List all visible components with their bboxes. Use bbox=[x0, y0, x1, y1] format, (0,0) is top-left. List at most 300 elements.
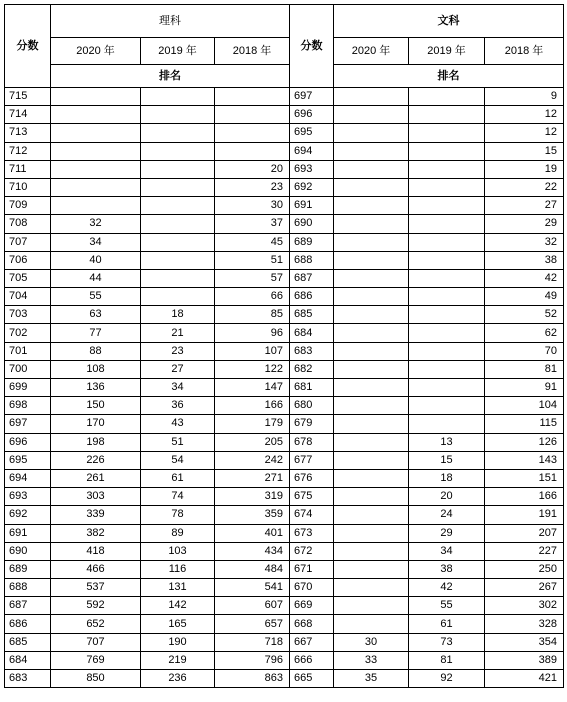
arts-rank-2019-cell bbox=[409, 397, 485, 415]
score-rank-table bbox=[4, 4, 564, 688]
table-row bbox=[5, 215, 564, 233]
arts-score-cell: 675 bbox=[290, 488, 334, 506]
arts-rank-2020-cell bbox=[334, 215, 409, 233]
arts-score-cell: 690 bbox=[290, 215, 334, 233]
arts-header: 文科 bbox=[334, 5, 564, 38]
science-rank-2019-cell bbox=[141, 197, 215, 215]
table-row bbox=[5, 651, 564, 669]
science-year-2019: 2019 年 bbox=[141, 38, 215, 65]
science-score-cell: 700 bbox=[5, 360, 51, 378]
table-row bbox=[5, 469, 564, 487]
science-header: 理科 bbox=[51, 5, 290, 38]
science-rank-2019-cell: 18 bbox=[141, 306, 215, 324]
science-rank-2019-cell: 34 bbox=[141, 379, 215, 397]
science-rank-2020-cell bbox=[51, 124, 141, 142]
science-rank-2019-cell: 43 bbox=[141, 415, 215, 433]
science-score-cell: 687 bbox=[5, 597, 51, 615]
arts-rank-2018-cell: 12 bbox=[485, 106, 564, 124]
science-year-2020: 2020 年 bbox=[51, 38, 141, 65]
table-row bbox=[5, 379, 564, 397]
arts-score-cell: 676 bbox=[290, 469, 334, 487]
arts-rank-2020-cell bbox=[334, 233, 409, 251]
science-rank-2018-cell: 796 bbox=[215, 651, 290, 669]
science-rank-2020-cell: 150 bbox=[51, 397, 141, 415]
arts-rank-2019-cell bbox=[409, 342, 485, 360]
arts-rank-2019-cell bbox=[409, 215, 485, 233]
arts-rank-2019-cell bbox=[409, 106, 485, 124]
arts-rank-2018-cell: 227 bbox=[485, 542, 564, 560]
science-score-cell: 713 bbox=[5, 124, 51, 142]
arts-rank-2019-cell: 24 bbox=[409, 506, 485, 524]
science-score-cell: 688 bbox=[5, 579, 51, 597]
arts-rank-2019-cell bbox=[409, 360, 485, 378]
arts-rank-2018-cell: 12 bbox=[485, 124, 564, 142]
science-rank-2019-cell bbox=[141, 288, 215, 306]
arts-rank-2018-cell: 302 bbox=[485, 597, 564, 615]
arts-score-cell: 689 bbox=[290, 233, 334, 251]
arts-score-cell: 695 bbox=[290, 124, 334, 142]
table-row bbox=[5, 142, 564, 160]
table-row bbox=[5, 88, 564, 106]
science-rank-2020-cell: 108 bbox=[51, 360, 141, 378]
arts-rank-2018-cell: 389 bbox=[485, 651, 564, 669]
arts-rank-2019-cell bbox=[409, 306, 485, 324]
arts-rank-2020-cell bbox=[334, 433, 409, 451]
table-row bbox=[5, 124, 564, 142]
science-rank-2020-cell: 382 bbox=[51, 524, 141, 542]
science-rank-2018-cell: 484 bbox=[215, 560, 290, 578]
arts-year-2020: 2020 年 bbox=[334, 38, 409, 65]
arts-rank-2018-cell: 328 bbox=[485, 615, 564, 633]
arts-rank-2019-cell: 61 bbox=[409, 615, 485, 633]
science-rank-2018-cell: 434 bbox=[215, 542, 290, 560]
science-rank-2019-cell bbox=[141, 215, 215, 233]
science-rank-2018-cell: 718 bbox=[215, 633, 290, 651]
arts-score-cell: 697 bbox=[290, 88, 334, 106]
science-rank-2020-cell: 652 bbox=[51, 615, 141, 633]
arts-rank-2020-cell bbox=[334, 542, 409, 560]
arts-rank-2018-cell: 29 bbox=[485, 215, 564, 233]
table-row bbox=[5, 233, 564, 251]
arts-rank-2020-cell bbox=[334, 524, 409, 542]
science-score-cell: 685 bbox=[5, 633, 51, 651]
arts-score-header: 分数 bbox=[290, 5, 334, 88]
arts-rank-2018-cell: 267 bbox=[485, 579, 564, 597]
arts-score-cell: 665 bbox=[290, 670, 334, 688]
science-rank-2018-cell: 205 bbox=[215, 433, 290, 451]
science-rank-2020-cell bbox=[51, 88, 141, 106]
science-score-cell: 684 bbox=[5, 651, 51, 669]
science-rank-2018-cell bbox=[215, 124, 290, 142]
arts-score-cell: 668 bbox=[290, 615, 334, 633]
science-score-cell: 696 bbox=[5, 433, 51, 451]
science-rank-2019-cell bbox=[141, 106, 215, 124]
science-rank-2019-cell: 78 bbox=[141, 506, 215, 524]
arts-rank-2019-cell bbox=[409, 88, 485, 106]
table-row bbox=[5, 106, 564, 124]
science-rank-2020-cell: 198 bbox=[51, 433, 141, 451]
arts-rank-2018-cell: 91 bbox=[485, 379, 564, 397]
table-row bbox=[5, 633, 564, 651]
arts-rank-2020-cell bbox=[334, 269, 409, 287]
science-rank-2018-cell: 37 bbox=[215, 215, 290, 233]
science-rank-2019-cell: 54 bbox=[141, 451, 215, 469]
arts-score-cell: 679 bbox=[290, 415, 334, 433]
science-rank-2019-cell bbox=[141, 251, 215, 269]
table-row bbox=[5, 524, 564, 542]
arts-rank-2019-cell: 38 bbox=[409, 560, 485, 578]
table-row bbox=[5, 397, 564, 415]
table-row bbox=[5, 451, 564, 469]
arts-rank-2018-cell: 9 bbox=[485, 88, 564, 106]
arts-rank-2020-cell: 33 bbox=[334, 651, 409, 669]
arts-rank-2018-cell: 191 bbox=[485, 506, 564, 524]
arts-rank-header: 排名 bbox=[334, 65, 564, 88]
arts-rank-2019-cell: 92 bbox=[409, 670, 485, 688]
science-score-cell: 692 bbox=[5, 506, 51, 524]
science-rank-2020-cell: 136 bbox=[51, 379, 141, 397]
arts-rank-2019-cell: 55 bbox=[409, 597, 485, 615]
arts-rank-2019-cell bbox=[409, 178, 485, 196]
science-rank-2019-cell: 131 bbox=[141, 579, 215, 597]
science-score-cell: 703 bbox=[5, 306, 51, 324]
science-rank-2020-cell: 63 bbox=[51, 306, 141, 324]
arts-rank-2020-cell bbox=[334, 306, 409, 324]
science-score-cell: 711 bbox=[5, 160, 51, 178]
science-rank-2019-cell: 89 bbox=[141, 524, 215, 542]
arts-rank-2020-cell bbox=[334, 124, 409, 142]
table-row bbox=[5, 488, 564, 506]
science-rank-2020-cell: 55 bbox=[51, 288, 141, 306]
science-rank-2020-cell: 170 bbox=[51, 415, 141, 433]
science-rank-2018-cell bbox=[215, 142, 290, 160]
science-rank-2020-cell: 32 bbox=[51, 215, 141, 233]
arts-rank-2019-cell bbox=[409, 233, 485, 251]
science-rank-2019-cell: 51 bbox=[141, 433, 215, 451]
arts-score-cell: 685 bbox=[290, 306, 334, 324]
arts-rank-2018-cell: 27 bbox=[485, 197, 564, 215]
arts-score-cell: 672 bbox=[290, 542, 334, 560]
science-rank-2020-cell bbox=[51, 142, 141, 160]
table-row bbox=[5, 433, 564, 451]
science-score-cell: 701 bbox=[5, 342, 51, 360]
table-row bbox=[5, 178, 564, 196]
arts-rank-2019-cell bbox=[409, 379, 485, 397]
arts-rank-2020-cell bbox=[334, 251, 409, 269]
science-score-cell: 705 bbox=[5, 269, 51, 287]
arts-rank-2020-cell bbox=[334, 178, 409, 196]
science-rank-2018-cell: 20 bbox=[215, 160, 290, 178]
science-rank-2018-cell: 85 bbox=[215, 306, 290, 324]
arts-rank-2018-cell: 115 bbox=[485, 415, 564, 433]
arts-score-cell: 696 bbox=[290, 106, 334, 124]
arts-rank-2018-cell: 151 bbox=[485, 469, 564, 487]
science-score-cell: 709 bbox=[5, 197, 51, 215]
arts-rank-2018-cell: 250 bbox=[485, 560, 564, 578]
arts-rank-2019-cell: 73 bbox=[409, 633, 485, 651]
arts-score-cell: 674 bbox=[290, 506, 334, 524]
arts-rank-2020-cell bbox=[334, 324, 409, 342]
science-score-cell: 710 bbox=[5, 178, 51, 196]
science-rank-2019-cell bbox=[141, 160, 215, 178]
table-row bbox=[5, 597, 564, 615]
arts-rank-2018-cell: 42 bbox=[485, 269, 564, 287]
arts-rank-2020-cell bbox=[334, 106, 409, 124]
arts-rank-2018-cell: 421 bbox=[485, 670, 564, 688]
science-rank-2019-cell: 190 bbox=[141, 633, 215, 651]
arts-rank-2018-cell: 62 bbox=[485, 324, 564, 342]
science-rank-2018-cell: 57 bbox=[215, 269, 290, 287]
arts-score-cell: 683 bbox=[290, 342, 334, 360]
science-rank-2020-cell: 88 bbox=[51, 342, 141, 360]
arts-score-cell: 682 bbox=[290, 360, 334, 378]
table-row bbox=[5, 342, 564, 360]
arts-rank-2018-cell: 70 bbox=[485, 342, 564, 360]
arts-rank-2018-cell: 354 bbox=[485, 633, 564, 651]
arts-rank-2020-cell: 35 bbox=[334, 670, 409, 688]
arts-rank-2019-cell bbox=[409, 324, 485, 342]
science-rank-2020-cell bbox=[51, 197, 141, 215]
table-row bbox=[5, 197, 564, 215]
arts-rank-2018-cell: 22 bbox=[485, 178, 564, 196]
science-rank-2020-cell: 850 bbox=[51, 670, 141, 688]
arts-rank-2019-cell bbox=[409, 269, 485, 287]
table-row bbox=[5, 324, 564, 342]
science-score-header: 分数 bbox=[5, 5, 51, 88]
science-rank-2019-cell: 27 bbox=[141, 360, 215, 378]
arts-rank-2018-cell: 143 bbox=[485, 451, 564, 469]
arts-rank-2019-cell: 20 bbox=[409, 488, 485, 506]
science-rank-2018-cell: 401 bbox=[215, 524, 290, 542]
arts-rank-2020-cell bbox=[334, 342, 409, 360]
science-rank-2019-cell: 165 bbox=[141, 615, 215, 633]
arts-rank-2020-cell bbox=[334, 560, 409, 578]
science-rank-2019-cell bbox=[141, 178, 215, 196]
arts-rank-2019-cell: 15 bbox=[409, 451, 485, 469]
arts-rank-2020-cell bbox=[334, 506, 409, 524]
arts-rank-2020-cell bbox=[334, 597, 409, 615]
table-row bbox=[5, 269, 564, 287]
arts-year-2019: 2019 年 bbox=[409, 38, 485, 65]
science-rank-2019-cell: 236 bbox=[141, 670, 215, 688]
science-rank-2020-cell: 40 bbox=[51, 251, 141, 269]
science-rank-2019-cell: 103 bbox=[141, 542, 215, 560]
arts-rank-2020-cell bbox=[334, 142, 409, 160]
arts-rank-2020-cell bbox=[334, 88, 409, 106]
science-score-cell: 693 bbox=[5, 488, 51, 506]
science-score-cell: 707 bbox=[5, 233, 51, 251]
science-rank-header: 排名 bbox=[51, 65, 290, 88]
science-rank-2018-cell: 30 bbox=[215, 197, 290, 215]
science-rank-2018-cell: 66 bbox=[215, 288, 290, 306]
science-rank-2018-cell: 541 bbox=[215, 579, 290, 597]
arts-rank-2020-cell bbox=[334, 397, 409, 415]
table-row bbox=[5, 160, 564, 178]
arts-score-cell: 667 bbox=[290, 633, 334, 651]
science-score-cell: 714 bbox=[5, 106, 51, 124]
table-row bbox=[5, 670, 564, 688]
science-rank-2019-cell: 74 bbox=[141, 488, 215, 506]
arts-rank-2018-cell: 207 bbox=[485, 524, 564, 542]
arts-rank-2020-cell bbox=[334, 360, 409, 378]
table-row bbox=[5, 288, 564, 306]
arts-score-cell: 677 bbox=[290, 451, 334, 469]
science-rank-2018-cell: 96 bbox=[215, 324, 290, 342]
arts-rank-2019-cell: 42 bbox=[409, 579, 485, 597]
science-rank-2020-cell: 466 bbox=[51, 560, 141, 578]
science-rank-2019-cell bbox=[141, 124, 215, 142]
arts-rank-2020-cell bbox=[334, 579, 409, 597]
science-score-cell: 702 bbox=[5, 324, 51, 342]
arts-rank-2018-cell: 166 bbox=[485, 488, 564, 506]
science-rank-2020-cell: 537 bbox=[51, 579, 141, 597]
table-row bbox=[5, 306, 564, 324]
arts-score-cell: 684 bbox=[290, 324, 334, 342]
science-rank-2018-cell: 23 bbox=[215, 178, 290, 196]
arts-rank-2019-cell bbox=[409, 142, 485, 160]
arts-rank-2019-cell: 29 bbox=[409, 524, 485, 542]
science-rank-2018-cell: 607 bbox=[215, 597, 290, 615]
science-rank-2020-cell: 77 bbox=[51, 324, 141, 342]
science-rank-2018-cell: 122 bbox=[215, 360, 290, 378]
arts-score-cell: 666 bbox=[290, 651, 334, 669]
arts-score-cell: 671 bbox=[290, 560, 334, 578]
science-rank-2018-cell: 166 bbox=[215, 397, 290, 415]
arts-score-cell: 673 bbox=[290, 524, 334, 542]
science-rank-2020-cell: 303 bbox=[51, 488, 141, 506]
table-row bbox=[5, 251, 564, 269]
science-score-cell: 690 bbox=[5, 542, 51, 560]
arts-rank-2019-cell bbox=[409, 160, 485, 178]
science-rank-2018-cell: 147 bbox=[215, 379, 290, 397]
science-score-cell: 697 bbox=[5, 415, 51, 433]
science-rank-2018-cell: 107 bbox=[215, 342, 290, 360]
science-score-cell: 695 bbox=[5, 451, 51, 469]
science-rank-2019-cell bbox=[141, 88, 215, 106]
arts-score-cell: 693 bbox=[290, 160, 334, 178]
science-rank-2019-cell: 142 bbox=[141, 597, 215, 615]
science-rank-2018-cell: 271 bbox=[215, 469, 290, 487]
science-score-cell: 686 bbox=[5, 615, 51, 633]
science-rank-2020-cell: 261 bbox=[51, 469, 141, 487]
table-row bbox=[5, 560, 564, 578]
arts-rank-2018-cell: 49 bbox=[485, 288, 564, 306]
arts-rank-2020-cell bbox=[334, 379, 409, 397]
arts-score-cell: 678 bbox=[290, 433, 334, 451]
table-row bbox=[5, 542, 564, 560]
science-rank-2020-cell: 44 bbox=[51, 269, 141, 287]
science-rank-2018-cell: 179 bbox=[215, 415, 290, 433]
science-rank-2018-cell: 863 bbox=[215, 670, 290, 688]
science-rank-2018-cell: 657 bbox=[215, 615, 290, 633]
science-rank-2019-cell bbox=[141, 142, 215, 160]
science-score-cell: 712 bbox=[5, 142, 51, 160]
science-rank-2018-cell: 45 bbox=[215, 233, 290, 251]
arts-rank-2019-cell bbox=[409, 124, 485, 142]
arts-score-cell: 681 bbox=[290, 379, 334, 397]
science-rank-2018-cell: 51 bbox=[215, 251, 290, 269]
arts-rank-2020-cell bbox=[334, 197, 409, 215]
arts-rank-2020-cell bbox=[334, 288, 409, 306]
arts-rank-2019-cell: 81 bbox=[409, 651, 485, 669]
science-rank-2018-cell bbox=[215, 106, 290, 124]
science-rank-2020-cell bbox=[51, 178, 141, 196]
arts-rank-2019-cell bbox=[409, 197, 485, 215]
science-rank-2018-cell: 359 bbox=[215, 506, 290, 524]
science-score-cell: 691 bbox=[5, 524, 51, 542]
science-rank-2020-cell: 226 bbox=[51, 451, 141, 469]
arts-rank-2019-cell: 34 bbox=[409, 542, 485, 560]
arts-rank-2020-cell bbox=[334, 415, 409, 433]
arts-rank-2020-cell bbox=[334, 160, 409, 178]
science-score-cell: 698 bbox=[5, 397, 51, 415]
science-score-cell: 694 bbox=[5, 469, 51, 487]
arts-score-cell: 688 bbox=[290, 251, 334, 269]
science-score-cell: 715 bbox=[5, 88, 51, 106]
science-rank-2020-cell: 34 bbox=[51, 233, 141, 251]
science-score-cell: 704 bbox=[5, 288, 51, 306]
arts-rank-2019-cell bbox=[409, 288, 485, 306]
table-row bbox=[5, 579, 564, 597]
science-rank-2018-cell bbox=[215, 88, 290, 106]
science-rank-2019-cell: 21 bbox=[141, 324, 215, 342]
science-rank-2020-cell bbox=[51, 160, 141, 178]
science-rank-2020-cell: 592 bbox=[51, 597, 141, 615]
science-rank-2020-cell: 707 bbox=[51, 633, 141, 651]
arts-rank-2020-cell: 30 bbox=[334, 633, 409, 651]
science-rank-2020-cell: 769 bbox=[51, 651, 141, 669]
arts-score-cell: 694 bbox=[290, 142, 334, 160]
arts-rank-2018-cell: 52 bbox=[485, 306, 564, 324]
science-rank-2019-cell bbox=[141, 233, 215, 251]
science-year-2018: 2018 年 bbox=[215, 38, 290, 65]
science-rank-2019-cell: 36 bbox=[141, 397, 215, 415]
science-rank-2019-cell bbox=[141, 269, 215, 287]
science-rank-2019-cell: 23 bbox=[141, 342, 215, 360]
arts-rank-2018-cell: 19 bbox=[485, 160, 564, 178]
arts-rank-2019-cell: 18 bbox=[409, 469, 485, 487]
arts-score-cell: 670 bbox=[290, 579, 334, 597]
arts-rank-2019-cell: 13 bbox=[409, 433, 485, 451]
table-row bbox=[5, 415, 564, 433]
arts-score-cell: 669 bbox=[290, 597, 334, 615]
science-score-cell: 689 bbox=[5, 560, 51, 578]
arts-rank-2018-cell: 38 bbox=[485, 251, 564, 269]
science-rank-2020-cell: 339 bbox=[51, 506, 141, 524]
arts-score-cell: 680 bbox=[290, 397, 334, 415]
science-rank-2019-cell: 61 bbox=[141, 469, 215, 487]
science-score-cell: 706 bbox=[5, 251, 51, 269]
arts-rank-2018-cell: 126 bbox=[485, 433, 564, 451]
table-row bbox=[5, 615, 564, 633]
arts-score-cell: 687 bbox=[290, 269, 334, 287]
arts-rank-2018-cell: 81 bbox=[485, 360, 564, 378]
arts-rank-2018-cell: 15 bbox=[485, 142, 564, 160]
arts-rank-2020-cell bbox=[334, 469, 409, 487]
science-rank-2018-cell: 242 bbox=[215, 451, 290, 469]
science-rank-2018-cell: 319 bbox=[215, 488, 290, 506]
science-rank-2020-cell: 418 bbox=[51, 542, 141, 560]
arts-rank-2018-cell: 32 bbox=[485, 233, 564, 251]
science-rank-2019-cell: 116 bbox=[141, 560, 215, 578]
science-rank-2020-cell bbox=[51, 106, 141, 124]
science-score-cell: 699 bbox=[5, 379, 51, 397]
arts-year-2018: 2018 年 bbox=[485, 38, 564, 65]
arts-rank-2020-cell bbox=[334, 451, 409, 469]
arts-rank-2019-cell bbox=[409, 251, 485, 269]
science-score-cell: 683 bbox=[5, 670, 51, 688]
science-rank-2019-cell: 219 bbox=[141, 651, 215, 669]
